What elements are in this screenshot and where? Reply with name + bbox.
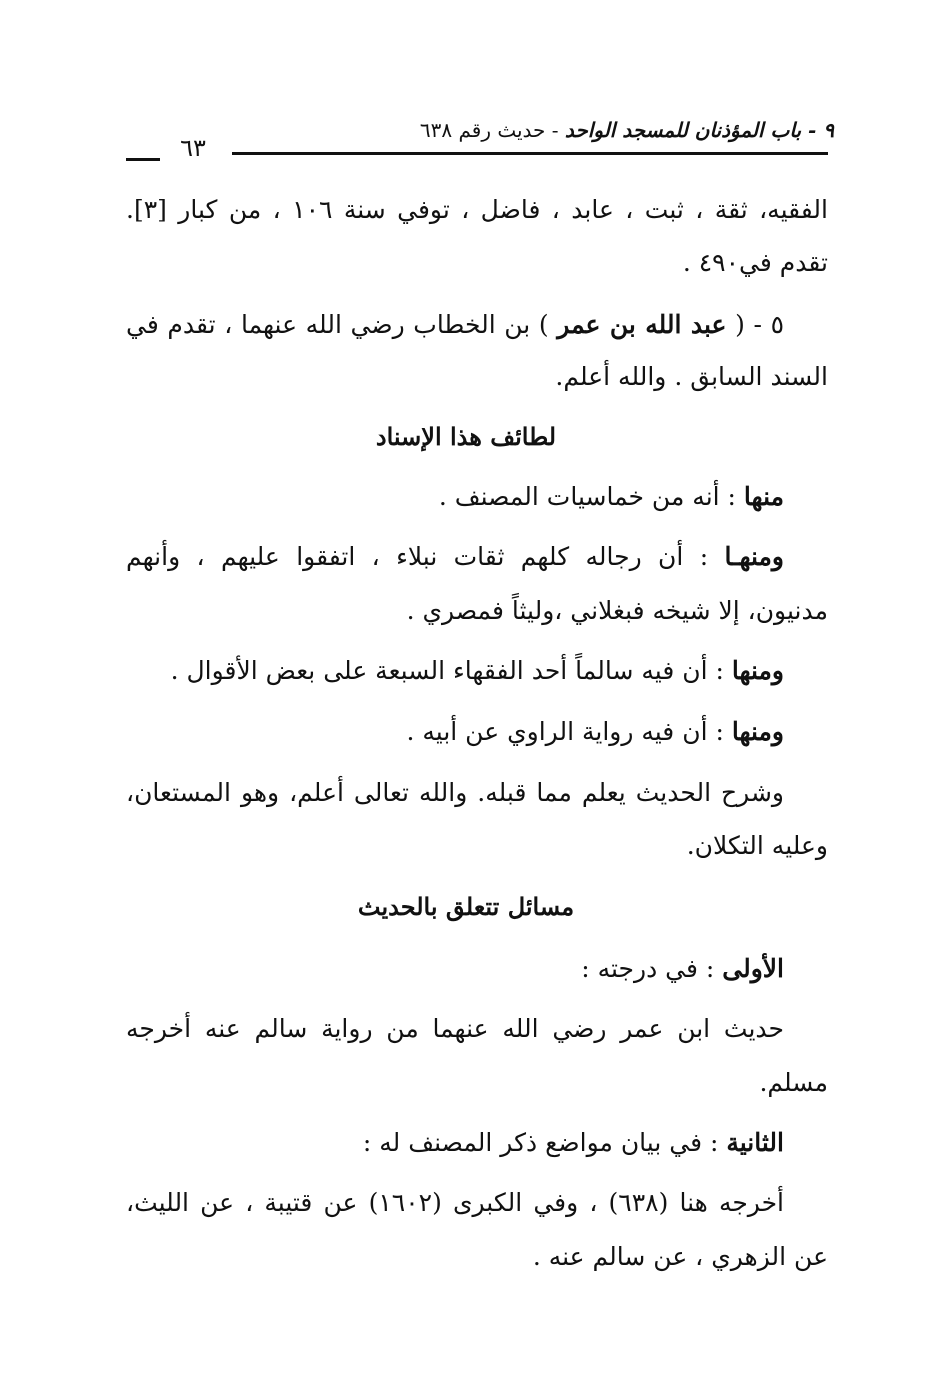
paragraph-line: الفقيه، ثقة ، ثبت ، عابد ، فاضل ، توفي سنة ١٠٦ ، من كبار [٣]. — [126, 195, 828, 224]
paragraph-line: السند السابق . والله أعلم. — [555, 362, 828, 391]
issue-label: الأولى — [722, 954, 784, 983]
paragraph-line: وعليه التكلان. — [686, 831, 828, 860]
list-item-label: ومنهـا — [724, 542, 784, 571]
page-number: ٦٣ — [180, 134, 206, 162]
list-item-label: ومنها — [731, 656, 784, 685]
list-item-text: : أن فيه رواية الراوي عن أبيه . — [406, 717, 724, 746]
issue-text: : في درجته : — [581, 954, 715, 983]
paragraph-line: أخرجه هنا (٦٣٨) ، وفي الكبرى (١٦٠٢) عن قتيبة ، عن الليث، — [126, 1188, 784, 1217]
issue-label: الثانية — [726, 1128, 784, 1157]
list-item-text: : أن رجاله كلهم ثقات نبلاء ، اتفقوا عليهم ، وأنهم — [126, 542, 709, 571]
hadith-number: - حديث رقم ٦٣٨ — [419, 118, 559, 142]
section-heading: لطائف هذا الإسناد — [375, 422, 557, 451]
paragraph-line: مدنيون، إلا شيخه فبغلاني ،وليثاً فمصري . — [406, 596, 828, 625]
paragraph-line: حديث ابن عمر رضي الله عنهما من رواية سالم عنه أخرجه — [126, 1014, 784, 1043]
paragraph-line: وشرح الحديث يعلم مما قبله. والله تعالى أعلم، وهو المستعان، — [126, 778, 784, 807]
list-item-label: ومنها — [731, 717, 784, 746]
list-item-text: : أنه من خماسيات المصنف . — [438, 482, 736, 511]
paragraph-line: تقدم في٤٩٠ . — [682, 248, 828, 277]
issue-heading — [581, 952, 784, 986]
list-item — [439, 480, 784, 514]
issue-heading — [363, 1126, 784, 1160]
narrator-name: عبد الله بن عمر — [557, 310, 727, 339]
narrator-entry: ٥ - ( عبد الله بن عمر ) بن الخطاب رضي الله عنهما ، تقدم في — [126, 310, 784, 339]
list-item — [171, 654, 784, 688]
running-header — [314, 118, 834, 142]
paragraph-line: عن الزهري ، عن سالم عنه . — [532, 1242, 828, 1271]
list-item-label: منها — [743, 482, 784, 511]
list-item-text: : أن فيه سالماً أحد الفقهاء السبعة على بعض الأقوال . — [170, 656, 724, 685]
section-heading: مسائل تتعلق بالحديث — [357, 892, 575, 921]
issue-text: : في بيان مواضع ذكر المصنف له : — [362, 1128, 719, 1157]
list-item — [126, 540, 784, 574]
header-rule — [232, 152, 828, 155]
paragraph-line: مسلم. — [759, 1068, 828, 1097]
list-item — [406, 715, 784, 749]
page-number-rule — [126, 158, 160, 161]
chapter-title: ٩ - باب المؤذنان للمسجد الواحد — [564, 118, 834, 142]
